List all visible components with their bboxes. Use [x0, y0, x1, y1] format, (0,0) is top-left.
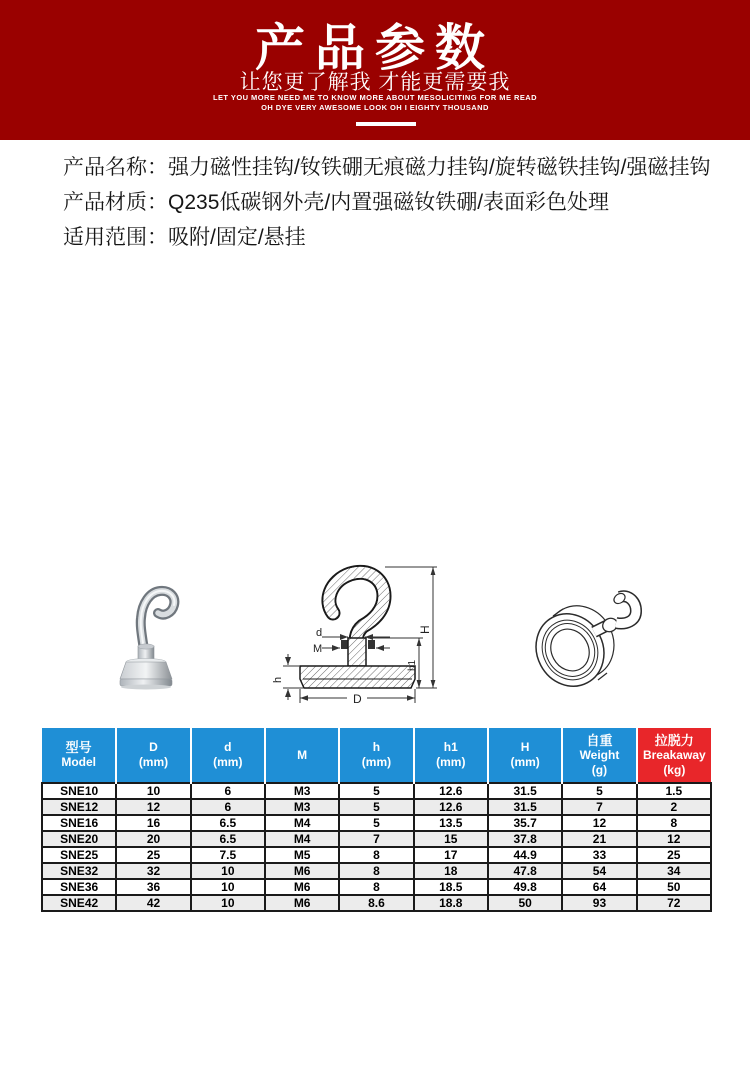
- info-row-name: [63, 156, 723, 180]
- table-cell: SNE10: [42, 783, 116, 799]
- column-header-line: M: [297, 747, 308, 762]
- table-cell: 31.5: [488, 799, 562, 815]
- table-cell: 93: [562, 895, 636, 911]
- info-label: 产品名称：: [63, 156, 168, 179]
- table-cell: M6: [265, 879, 339, 895]
- table-cell: 5: [339, 783, 413, 799]
- dim-label-H: H: [418, 625, 432, 634]
- table-cell: 31.5: [488, 783, 562, 799]
- table-cell: 5: [339, 799, 413, 815]
- table-cell: 10: [191, 895, 265, 911]
- table-cell: 15: [414, 831, 488, 847]
- table-cell: 34: [637, 863, 711, 879]
- column-header-line: 拉脱力: [654, 732, 694, 748]
- table-cell: 8.6: [339, 895, 413, 911]
- table-cell: 12: [116, 799, 190, 815]
- info-label: 产品材质：: [63, 191, 168, 214]
- dim-label-h: h: [272, 676, 284, 683]
- column-header-line: Breakaway: [642, 747, 706, 762]
- column-header-line: (mm): [213, 755, 243, 769]
- table-cell: 6: [191, 799, 265, 815]
- table-cell: M3: [265, 799, 339, 815]
- table-cell: M6: [265, 895, 339, 911]
- table-cell: M5: [265, 847, 339, 863]
- table-cell: M4: [265, 831, 339, 847]
- column-header-breakaway: [637, 728, 711, 783]
- table-row: [42, 799, 711, 815]
- table-cell: SNE25: [42, 847, 116, 863]
- table-cell: 72: [637, 895, 711, 911]
- dim-label-h1: h1: [407, 659, 418, 671]
- info-row-usage: [63, 226, 723, 250]
- table-cell: 37.8: [488, 831, 562, 847]
- table-cell: 49.8: [488, 879, 562, 895]
- table-cell: 50: [637, 879, 711, 895]
- column-header-D: [116, 728, 190, 783]
- table-cell: M6: [265, 863, 339, 879]
- table-row: [42, 815, 711, 831]
- table-cell: 64: [562, 879, 636, 895]
- hook-technical-drawing: [270, 556, 445, 706]
- dim-label-d: d: [316, 627, 323, 639]
- dim-label-D: D: [353, 692, 362, 706]
- table-row: [42, 847, 711, 863]
- spec-table: [41, 728, 712, 912]
- table-cell: 16: [116, 815, 190, 831]
- table-cell: 12.6: [414, 783, 488, 799]
- column-header-line: 型号: [65, 740, 92, 755]
- dim-label-M: M: [313, 643, 323, 655]
- table-cell: 20: [116, 831, 190, 847]
- banner-tagline-line1: LET YOU MORE NEED ME TO KNOW MORE ABOUT MESOLICITING FOR ME READ: [212, 93, 538, 102]
- table-cell: 17: [414, 847, 488, 863]
- table-cell: 18.8: [414, 895, 488, 911]
- column-header-M: [265, 728, 339, 783]
- banner: [0, 0, 750, 140]
- table-cell: 1.5: [637, 783, 711, 799]
- table-cell: M3: [265, 783, 339, 799]
- table-cell: 8: [339, 863, 413, 879]
- column-header-line: (kg): [663, 762, 686, 777]
- table-cell: SNE20: [42, 831, 116, 847]
- info-row-material: [63, 191, 723, 215]
- table-cell: 18: [414, 863, 488, 879]
- column-header-line: (mm): [138, 755, 169, 769]
- column-header-line: (g): [591, 762, 608, 777]
- hook-magnet-photo: [100, 570, 190, 690]
- table-cell: 25: [116, 847, 190, 863]
- product-info: [63, 156, 723, 261]
- table-cell: 54: [562, 863, 636, 879]
- table-cell: 7: [339, 831, 413, 847]
- column-header-d: [191, 728, 265, 783]
- column-header-H: [488, 728, 562, 783]
- column-header-line: D: [149, 740, 158, 754]
- table-cell: 44.9: [488, 847, 562, 863]
- table-cell: SNE36: [42, 879, 116, 895]
- table-cell: 12: [637, 831, 711, 847]
- table-row: [42, 863, 711, 879]
- column-header-line: (mm): [510, 755, 540, 769]
- column-header-line: Weight: [579, 747, 620, 762]
- table-cell: 10: [191, 879, 265, 895]
- column-header-line: H: [520, 740, 530, 754]
- table-row: [42, 831, 711, 847]
- column-header-line: d: [224, 740, 232, 754]
- spec-table-header: [42, 728, 711, 783]
- banner-underline: [356, 122, 416, 126]
- hook-3d-outline-drawing: [528, 580, 648, 698]
- info-value: Q235低碳钢外壳/内置强磁钕铁硼/表面彩色处理: [168, 191, 610, 214]
- page-title: 产品参数: [255, 20, 495, 76]
- banner-tagline: [0, 93, 750, 113]
- table-row: [42, 783, 711, 799]
- column-header-h: [339, 728, 413, 783]
- info-label: 适用范围：: [63, 226, 168, 249]
- spec-table-body: [42, 783, 711, 911]
- table-cell: 36: [116, 879, 190, 895]
- table-cell: 6.5: [191, 815, 265, 831]
- banner-tagline-line2: OH DYE VERY AWESOME LOOK OH I EIGHTY THOUSAND: [261, 103, 489, 112]
- table-cell: 6: [191, 783, 265, 799]
- column-header-model: [42, 728, 116, 783]
- table-cell: 13.5: [414, 815, 488, 831]
- column-header-weight: [562, 728, 636, 783]
- table-cell: 8: [339, 847, 413, 863]
- table-cell: 25: [637, 847, 711, 863]
- table-cell: SNE32: [42, 863, 116, 879]
- table-cell: 18.5: [414, 879, 488, 895]
- column-header-line: Model: [61, 755, 96, 769]
- table-cell: 7.5: [191, 847, 265, 863]
- table-cell: 2: [637, 799, 711, 815]
- column-header-h1: [414, 728, 488, 783]
- table-cell: M4: [265, 815, 339, 831]
- table-cell: 42: [116, 895, 190, 911]
- table-cell: SNE16: [42, 815, 116, 831]
- table-cell: 50: [488, 895, 562, 911]
- table-cell: 6.5: [191, 831, 265, 847]
- banner-subtitle: 让您更了解我 才能更需要我: [239, 71, 511, 94]
- column-header-line: (mm): [436, 755, 466, 769]
- column-header-line: h: [372, 740, 381, 754]
- column-header-line: h1: [443, 740, 458, 754]
- table-cell: SNE12: [42, 799, 116, 815]
- table-cell: 10: [116, 783, 190, 799]
- column-header-line: 自重: [586, 732, 613, 748]
- table-cell: 33: [562, 847, 636, 863]
- table-cell: 10: [191, 863, 265, 879]
- table-cell: 12.6: [414, 799, 488, 815]
- table-row: [42, 879, 711, 895]
- info-value: 吸附/固定/悬挂: [168, 226, 306, 249]
- table-cell: 8: [637, 815, 711, 831]
- column-header-line: (mm): [361, 755, 392, 769]
- info-value: 强力磁性挂钩/钕铁硼无痕磁力挂钩/旋转磁铁挂钩/强磁挂钩: [168, 156, 711, 179]
- table-cell: 8: [339, 879, 413, 895]
- table-cell: 32: [116, 863, 190, 879]
- table-cell: 5: [339, 815, 413, 831]
- table-cell: 47.8: [488, 863, 562, 879]
- table-cell: 35.7: [488, 815, 562, 831]
- table-cell: 12: [562, 815, 636, 831]
- table-cell: 7: [562, 799, 636, 815]
- table-cell: SNE42: [42, 895, 116, 911]
- table-cell: 21: [562, 831, 636, 847]
- table-row: [42, 895, 711, 911]
- table-cell: 5: [562, 783, 636, 799]
